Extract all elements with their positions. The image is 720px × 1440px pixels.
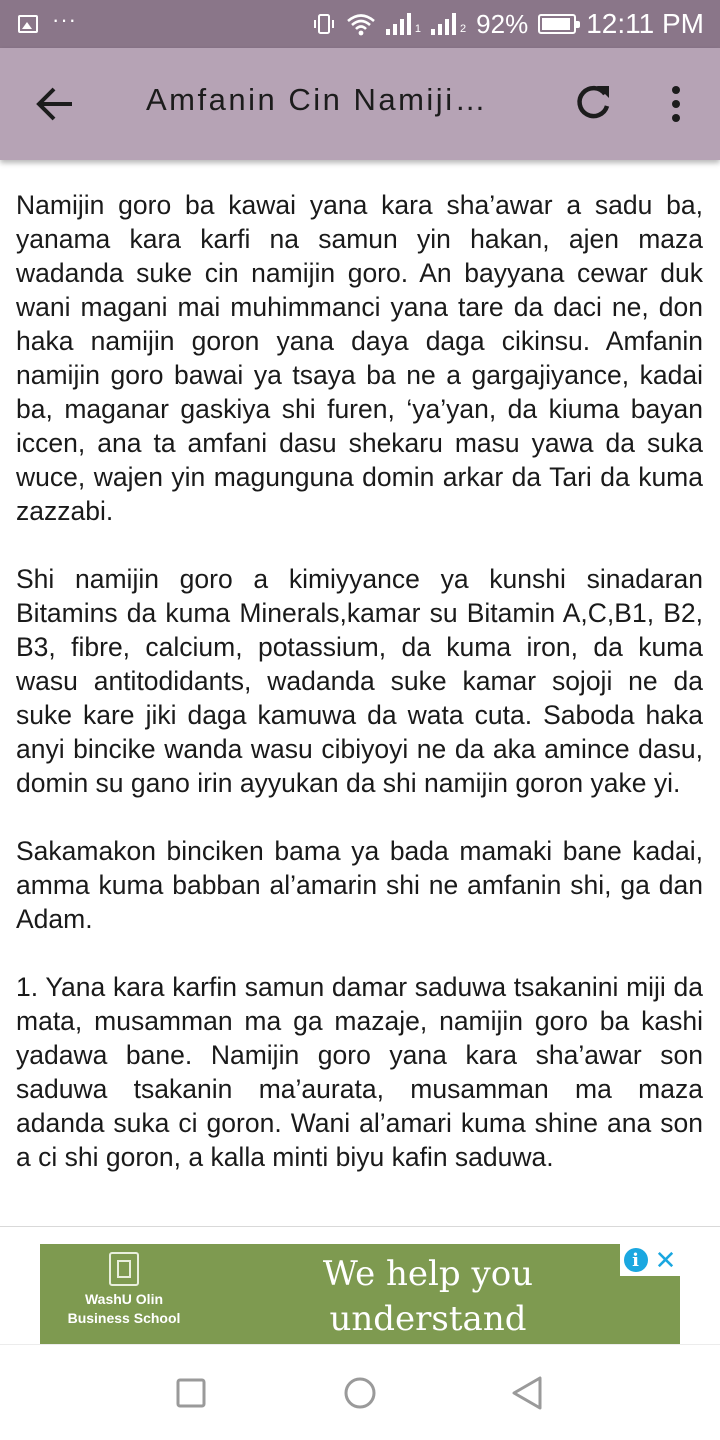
ad-logo <box>62 1252 186 1328</box>
square-icon <box>176 1378 206 1408</box>
ad-school-name: WashU Olin <box>84 1291 164 1307</box>
wifi-icon <box>346 12 376 36</box>
signal-sim1-icon <box>386 13 421 35</box>
ad-controls <box>620 1244 680 1276</box>
status-left <box>18 7 77 33</box>
signal-sim2-icon <box>431 13 466 35</box>
status-right <box>312 8 704 40</box>
page-title: Amfanin Cin Namiji… <box>146 82 489 117</box>
ad-banner[interactable] <box>40 1244 680 1344</box>
system-nav-bar <box>0 1344 720 1440</box>
article-paragraph: Sakamakon binciken bama ya bada mamaki bane kadai, amma kuma babban al’amarin shi ne amfanin shi, ga dan Adam. <box>16 836 703 934</box>
home-button[interactable] <box>343 1376 377 1410</box>
school-emblem-icon <box>109 1252 139 1286</box>
article-content[interactable] <box>16 188 703 1226</box>
article-paragraph: Namijin goro ba kawai yana kara sha’awar a sadu ba, yanama kara karfi na samun yin hakan, ajen maza wadanda suke cin namijin goro. An bayyana cewar duk wani magani mai muhimmanci yana tare da daci ne, don haka namijin goron yana daya daga cikinsu. Amfanin namijin goro bawai ya tsaya ba ne a gargajiyance, kadai ba, maganar gaskiya shi furen, ‘ya’yan, da kiuma bayan iccen, ana ta amfani dasu shekaru masu yawa da suka wuce, wajen yin magunguna domin arkar da Tari da kuma zazzabi. <box>16 190 703 526</box>
more-notifications-indicator: ··· <box>52 7 77 32</box>
recents-button[interactable] <box>176 1378 206 1408</box>
refresh-icon <box>572 82 614 124</box>
adchoices-icon[interactable]: i <box>624 1248 648 1272</box>
article-paragraph: 1. Yana kara karfin samun damar saduwa tsakanini miji da mata, musamman ma ga mazaje, namijin goro ba kashi yadawa bane. Namijin goro yana kara sha’awar son saduwa tsakanin ma’aurata, musamman ma maza adanda suka ci goron. Wani al’amari kuma shine ana son a ci shi goron, a kalla minti biyu kafin saduwa. <box>16 972 703 1172</box>
app-bar <box>0 48 720 160</box>
arrow-left-icon <box>34 84 78 124</box>
more-vert-dot <box>672 100 680 108</box>
ad-divider <box>0 1226 720 1227</box>
nav-back-button[interactable] <box>510 1375 544 1411</box>
refresh-button[interactable] <box>572 82 614 124</box>
image-notification-icon <box>18 15 38 33</box>
ad-school-subtitle: Business School <box>67 1310 181 1326</box>
ad-headline-line1: We help you understand <box>322 1254 534 1339</box>
clock: 12:11 PM <box>586 8 704 39</box>
battery-icon <box>538 14 576 34</box>
triangle-back-icon <box>510 1375 544 1411</box>
more-options-button[interactable] <box>664 82 688 126</box>
back-button[interactable] <box>34 84 78 124</box>
more-vert-dot <box>672 114 680 122</box>
article-paragraph: Shi namijin goro a kimiyyance ya kunshi sinadaran Bitamins da kuma Minerals,kamar su Bitamin A,C,B1, B2, B3, fibre, calcium, potassium, da kuma iron, da kuma wasu antitodidants, wadanda suke kamar sojoji ne da suke kare jiki daga kamuwa da wata cuta. Saboda haka anyi bincike wanda wasu cibiyoyi ne da aka amince dasu, domin su gano irin ayyukan da shi namijin goron yake yi. <box>16 564 703 798</box>
status-bar <box>0 0 720 48</box>
battery-fill <box>542 18 570 30</box>
battery-percent: 92% <box>476 8 529 39</box>
sim2-label: 2 <box>460 23 467 35</box>
ad-close-icon[interactable]: ✕ <box>654 1245 677 1275</box>
circle-icon <box>343 1376 377 1410</box>
sim1-label: 1 <box>414 23 422 35</box>
more-vert-icon <box>672 86 680 94</box>
vibrate-icon <box>312 12 336 36</box>
